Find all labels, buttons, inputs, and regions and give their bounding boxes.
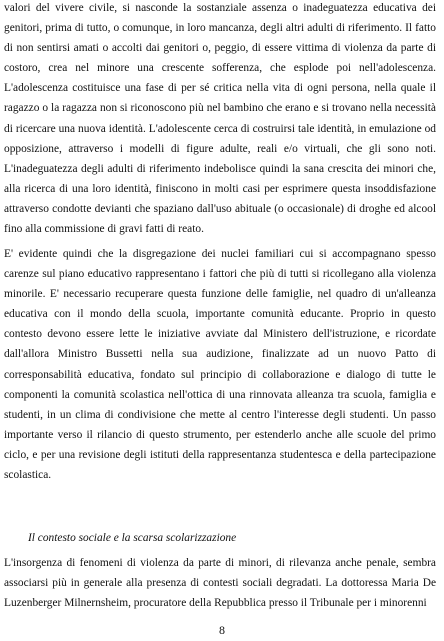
section-heading: Il contesto sociale e la scarsa scolarizzazione bbox=[28, 532, 237, 544]
page-number: 8 bbox=[219, 623, 225, 637]
body-paragraph-3: L'insorgenza di fenomeni di violenza da parte di minori, di rilevanza anche penale, sembra associarsi più in generale alla presenza di contesti sociali degradati. La dottoressa Maria De Luzenberger Milnernsheim, procuratore della Repubblica presso il Tribunale per i minorenni bbox=[4, 557, 436, 610]
body-paragraph-2: E' evidente quindi che la disgregazione dei nuclei familiari cui si accompagnano spesso carenze sul piano educativo rappresentano i fattori che più di tutti si ricollegano alla violenza minorile. E' necessario recuperare questa funzione delle famiglie, nel quadro di un'alleanza educativa con il mondo della scuola, importante comunità educante. Proprio in questo contesto devono essere lette le iniziative avviate dal Ministero dell'istruzione, e ricordate dall'allora Ministro Bussetti nella sua audizione, finalizzate ad un nuovo Patto di corresponsabilità educativa, fondato sul principio di collaborazione e dialogo di tutte le componenti la comunità scolastica nell'ottica di una rinnovata alleanza tra scuola, famiglia e studenti, in un clima di condivisione che mette al centro l'interesse degli studenti. Un passo importante verso il rilancio di questo strumento, per estenderlo anche alle scuole del primo ciclo, e per una revisione degli istituti della rappresentanza studentesca e della partecipazione scolastica. bbox=[4, 248, 436, 482]
body-paragraph-1: valori del vivere civile, si nasconde la sostanziale assenza o inadeguatezza educativa dei genitori, prima di tutto, o comunque, in loro mancanza, degli altri adulti di riferimento. Il fatto di non sentirsi amati o accolti dai genitori o, peggio, di essere vittima di violenza da parte di costoro, crea nel minore una crescente sofferenza, che esplode poi nell'adolescenza. L'adolescenza costituisce una fase di per sé critica nella vita di ogni persona, nella quale il ragazzo o la ragazza non si riconoscono più nel bambino che erano e si trovano nella necessità di ricercare una nuova identità. L'adolescente cerca di costruirsi tale identità, in emulazione od opposizione, attraverso i modelli di figure adulte, reali e/o virtuali, che gli sono noti. L'inadeguatezza degli adulti di riferimento indebolisce quindi la sana crescita dei minori che, alla ricerca di una loro identità, finiscono in molti casi per esprimere questa insoddisfazione attraverso condotte devianti che spaziano dall'uso abituale (o occasionale) di droghe ed alcool fino alla commissione di gravi fatti di reato. bbox=[4, 2, 436, 236]
